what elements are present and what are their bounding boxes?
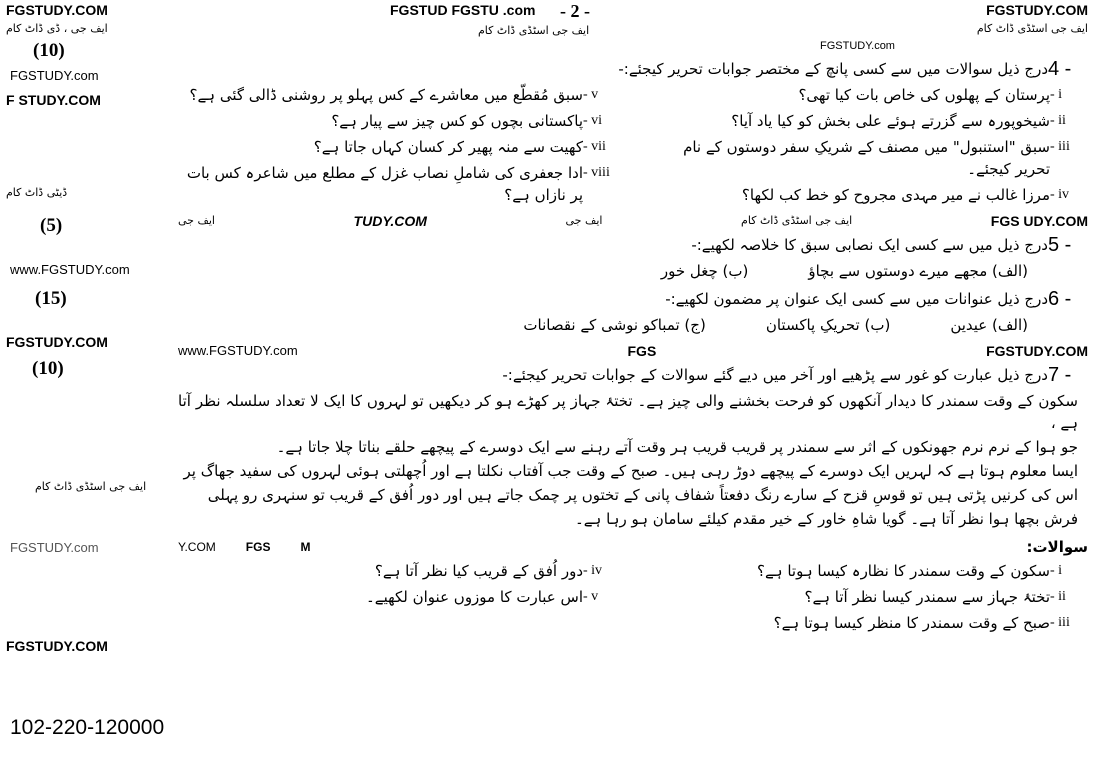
questions-column-left [178,560,621,638]
item-number: - ii [1050,589,1066,604]
watermark: FGSTUD FGSTU .com [390,2,536,18]
watermark: FGSTUDY.COM [6,2,108,18]
question-item [178,162,621,206]
question-number: 7 - [1048,364,1072,386]
item-text: سبق "استنبول" میں مصنف کے شریکِ سفر دوستوں کے نام تحریر کیجئے۔ [683,138,1050,178]
watermark: FGSTUDY.com [10,540,99,555]
question-item [178,586,621,608]
option: (ج) تمباکو نوشی کے نقصانات [523,316,706,334]
watermark: ایف جی ، ڈی ڈاٹ کام [6,22,108,35]
questions-column-right [645,560,1088,638]
watermark: ایف جی اسٹڈی ڈاٹ کام [478,24,590,37]
item-number: - ii [1050,113,1066,128]
watermark-group [178,539,310,555]
question-number: 4 - [1048,58,1072,80]
item-text: مرزا غالب نے میر مہدی مجروح کو خط کب لکھا؟ [741,186,1050,204]
question-prompt: درج ذیل عبارت کو غور سے پڑھیے اور آخر میں دیے گئے سوالات کے جوابات تحریر کیجئے:- [502,366,1048,384]
questions-heading: سوالات: [1026,538,1088,556]
item-text: سبق مُقطّع میں معاشرے کے کس پہلو پر روشنی ڈالی گئی ہے؟ [189,86,583,104]
watermark: F STUDY.COM [6,92,101,108]
comprehension-questions [178,560,1088,638]
items-column-right [645,84,1088,210]
watermark: ایف جی [565,214,603,227]
item-number: - v [583,87,599,102]
marks: (10) [33,40,65,61]
item-number: - v [583,589,599,604]
item-number: - iii [1050,139,1070,154]
option: (الف) عیدین [950,316,1028,334]
watermark: Y.COM [178,540,216,554]
question-4 [178,58,1088,80]
item-number: - vii [583,139,606,154]
question-item [178,84,621,106]
watermark: FGSTUDY.com [10,68,99,83]
item-number: - iv [583,563,603,578]
watermark: ایف جی [178,214,215,227]
question-item [645,184,1088,206]
question-5 [178,234,1088,256]
question-item [178,560,621,582]
watermark: FGSTUDY.COM [6,334,108,350]
watermark: FGS UDY.COM [990,213,1088,229]
main-content [178,58,1088,640]
marks: (10) [32,358,64,379]
question-item [645,84,1088,106]
question-6-options [178,314,1088,336]
watermark: FGSTUDY.COM [986,343,1088,359]
item-text: پاکستانی بچوں کو کس چیز سے پیار ہے؟ [331,112,583,130]
item-number: - vi [583,113,603,128]
questions-header [178,536,1088,558]
passage-line: جو ہوا کے نرم نرم جھونکوں کے اثر سے سمندر پر قریب قریب ہر وقت آتے رہنے سے ایک دوسرے کے پیچھے حلقے بناتا چلا جاتا ہے۔ [276,438,1078,456]
option: (ب) چغل خور [660,262,749,280]
question-7 [178,364,1088,386]
watermark: TUDY.COM [353,213,427,229]
question-prompt: درج ذیل میں سے کسی ایک نصابی سبق کا خلاصہ لکھیے:- [691,236,1048,254]
item-text: ادا جعفری کی شاملِ نصاب غزل کے مطلع میں شاعرہ کس بات پر نازاں ہے؟ [186,164,583,204]
paper-code: 102-220-120000 [10,716,165,739]
item-text: اس عبارت کا موزوں عنوان لکھیے۔ [365,588,583,606]
watermark: FGS [627,343,657,359]
passage-line: سکون کے وقت سمندر کا دیدار آنکھوں کو فرحت بخشنے والی چیز ہے۔ تختۂ جہاز پر کھڑے ہو کر دیکھیں تو لہروں کا ایک لا تعداد سلسلہ نظر آتا ہے ، [178,392,1078,432]
item-text: پرستان کے پھلوں کی خاص بات کیا تھی؟ [798,86,1050,104]
item-text: صبح کے وقت سمندر کا منظر کیسا ہوتا ہے؟ [773,614,1050,632]
item-text: دور اُفق کے قریب کیا نظر آتا ہے؟ [374,562,583,580]
question-prompt: درج ذیل عنوانات میں سے کسی ایک عنوان پر مضمون لکھیے:- [665,290,1048,308]
watermark: ایف جی اسٹڈی ڈاٹ کام [741,214,853,227]
question-item [178,110,621,132]
question-item [645,612,1088,634]
watermark: www.FGSTUDY.com [178,343,298,358]
item-text: کھیت سے منہ پھیر کر کسان کہاں جاتا ہے؟ [313,138,583,156]
item-text: شیخوپورہ سے گزرتے ہوئے علی بخش کو کیا یاد آیا؟ [731,112,1050,130]
item-text: تختۂ جہاز سے سمندر کیسا نظر آتا ہے؟ [804,588,1050,606]
watermark-row [178,212,1088,230]
watermark: FGSTUDY.COM [986,2,1088,18]
item-number: - iv [1050,187,1070,202]
passage-line: ایسا معلوم ہوتا ہے کہ لہریں ایک دوسرے کے پیچھے دوڑ رہی ہیں۔ صبح کے وقت جب آفتاب نکلتا ہے اور اُچھلتی ہوئی لہروں کی سفید جھاگ پر [183,462,1078,480]
watermark: M [300,540,311,554]
watermark: ڈیٹی ڈاٹ کام [6,186,68,199]
question-item [645,136,1088,180]
marks: (15) [35,288,67,309]
watermark: ایف جی اسٹڈی ڈاٹ کام [35,480,147,493]
question-6 [178,288,1088,310]
items-column-left [178,84,621,210]
watermark: FGSTUDY.com [820,40,895,52]
passage-line: اس کی کرنیں پڑتی ہیں تو قوسِ قزح کے سارے رنگ دفعتاً شفاف پانی کے تختوں پر چمک جاتے ہیں اور دور اُفق کے قریب تو سنہری رو پہلی [207,486,1078,504]
watermark: www.FGSTUDY.com [10,262,130,277]
question-prompt: درج ذیل سوالات میں سے کسی پانچ کے مختصر جوابات تحریر کیجئے:- [618,60,1048,78]
passage-line: فرش بچھا ہوا نظر آتا ہے۔ گویا شاہِ خاور کے خیر مقدم کیلئے سامان ہو رہا ہے۔ [574,510,1078,528]
question-item [645,586,1088,608]
page-number: - 2 - [560,1,590,21]
watermark: ایف جی اسٹڈی ڈاٹ کام [976,22,1088,35]
watermark: FGSTUDY.COM [6,638,108,654]
item-number: - i [1050,563,1063,578]
watermark: FGS [245,540,271,554]
question-item [645,560,1088,582]
question-5-options [178,260,1088,282]
marks: (5) [40,215,63,236]
item-number: - iii [1050,615,1070,630]
passage [178,390,1088,530]
item-number: - i [1050,87,1063,102]
question-item [645,110,1088,132]
question-4-items [178,84,1088,210]
question-number: 6 - [1048,288,1072,310]
item-text: سکون کے وقت سمندر کا نظارہ کیسا ہوتا ہے؟ [757,562,1050,580]
question-item [178,136,621,158]
option: (ب) تحریکِ پاکستان [765,316,891,334]
item-number: - viii [583,165,610,180]
watermark-row [178,342,1088,360]
question-number: 5 - [1048,234,1072,256]
option: (الف) مجھے میرے دوستوں سے بچاؤ [808,262,1028,280]
